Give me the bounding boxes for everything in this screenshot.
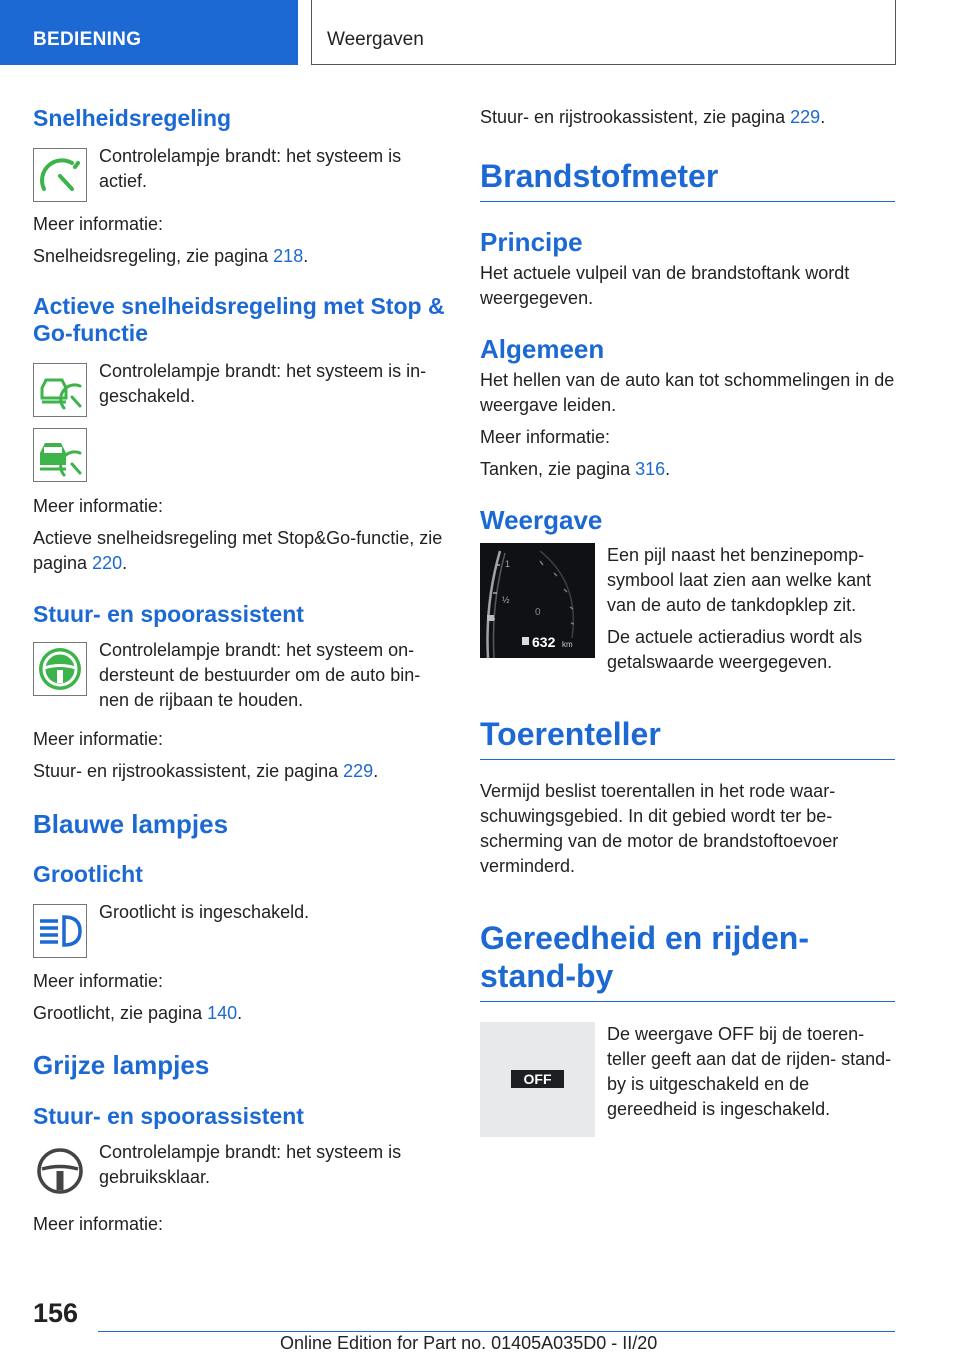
range-unit: km [562, 640, 573, 649]
heading-general: Algemeen [480, 334, 605, 364]
page-link[interactable]: 218 [273, 246, 304, 266]
page-link[interactable]: 229 [790, 107, 821, 127]
heading-fuel-gauge: Brandstofmeter [480, 157, 895, 202]
heading-grey-lamps: Grijze lampjes [33, 1050, 210, 1080]
acc-outline-icon [33, 363, 87, 417]
steering-indicator-row [33, 638, 446, 713]
chapter-title: Weergaven [311, 0, 896, 65]
fuel-display-row [480, 543, 895, 675]
steering-wheel-green-icon [33, 642, 87, 696]
reference-text: Tanken, zie pagina [480, 459, 636, 479]
steering-grey-indicator-row [33, 1140, 446, 1198]
heading-steering-assistant: Stuur- en spoorassistent [33, 601, 304, 627]
range-value: 632 [532, 634, 556, 650]
cruise-reference [33, 244, 446, 269]
cruise-indicator-row [33, 144, 446, 202]
acc-filled-icon [33, 428, 87, 482]
more-info-label: Meer informatie: [480, 427, 611, 447]
right-column [480, 100, 895, 1137]
highbeam-indicator-text: Grootlicht is ingeschakeld. [99, 902, 310, 922]
highbeam-indicator-row [33, 900, 446, 958]
acc-indicator-row-2 [33, 424, 446, 482]
page-link[interactable]: 316 [635, 459, 666, 479]
fuel-reference [480, 457, 895, 482]
general-text: Het hellen van de auto kan tot schommelingen in de weergave leiden. [480, 370, 895, 415]
more-info-label: Meer informatie: [33, 729, 164, 749]
fuel-scale-full: 1 [505, 559, 511, 569]
highbeam-reference [33, 1001, 446, 1026]
more-info-label: Meer informatie: [33, 1214, 164, 1234]
section-tab: BEDIENING [0, 0, 298, 65]
heading-tachometer: Toerenteller [480, 715, 895, 760]
punctuation: . [237, 1003, 243, 1023]
fuel-scale-half: ½ [502, 595, 510, 605]
punctuation: . [373, 761, 379, 781]
reference-text: Stuur- en rijstrookassistent, zie pagina [33, 761, 344, 781]
heading-principle: Principe [480, 227, 583, 257]
acc-indicator-row [33, 359, 446, 417]
ready-text: De weergave OFF bij de toeren- teller geeft aan dat de rijden- stand-by is uitgeschakeld en de gereedheid is ingeschakeld. [607, 1024, 892, 1119]
steering-reference [33, 759, 446, 784]
heading-cruise-control: Snelheidsregeling [33, 105, 232, 131]
acc-indicator-text: Controlelampje brandt: het systeem is in- geschakeld. [99, 361, 427, 406]
fuel-gauge-image [480, 543, 595, 658]
steering-reference-continued [480, 105, 895, 130]
principle-text: Het actuele vulpeil van de brandstoftank wordt weergegeven. [480, 263, 850, 308]
punctuation: . [122, 553, 128, 573]
reference-text: Grootlicht, zie pagina [33, 1003, 208, 1023]
punctuation: . [303, 246, 309, 266]
speed-scale-zero: 0 [535, 607, 541, 618]
page-link[interactable]: 229 [343, 761, 374, 781]
heading-steering-assistant-grey: Stuur- en spoorassistent [33, 1103, 304, 1129]
footer-divider [98, 1331, 895, 1332]
more-info-label: Meer informatie: [33, 214, 164, 234]
heading-high-beam: Grootlicht [33, 861, 143, 887]
high-beam-icon [33, 904, 87, 958]
steering-grey-indicator-text: Controlelampje brandt: het systeem is gebruiksklaar. [99, 1142, 402, 1187]
punctuation: . [820, 107, 826, 127]
page-link[interactable]: 140 [207, 1003, 238, 1023]
punctuation: . [665, 459, 671, 479]
heading-acc: Actieve snelheidsregeling met Stop & Go-functie [33, 293, 445, 346]
heading-ready-standby: Gereedheid en rijden- stand-by [480, 919, 895, 1002]
reference-text: Stuur- en rijstrookassistent, zie pagina [480, 107, 791, 127]
acc-reference [33, 526, 446, 576]
footer-edition: Online Edition for Part no. 01405A035D0 - II/20 [280, 1333, 658, 1353]
more-info-label: Meer informatie: [33, 971, 164, 991]
reference-text: Snelheidsregeling, zie pagina [33, 246, 274, 266]
off-display-image [480, 1022, 595, 1137]
page-number: 156 [33, 1298, 79, 1328]
heading-display: Weergave [480, 505, 603, 535]
reference-text: Actieve snelheidsregeling met Stop&Go-functie, zie pagina [33, 528, 443, 573]
display-text-range: De actuele actieradius wordt als getalswaarde weergegeven. [607, 627, 863, 672]
page-link[interactable]: 220 [92, 553, 123, 573]
left-column [33, 100, 446, 1237]
display-text-arrow: Een pijl naast het benzinepomp- symbool laat zien aan welke kant van de auto de tankdopklep zit. [607, 545, 872, 615]
cruise-indicator-text: Controlelampje brandt: het systeem is actief. [99, 146, 402, 191]
more-info-label: Meer informatie: [33, 496, 164, 516]
steering-indicator-text: Controlelampje brandt: het systeem on- dersteunt de bestuurder om de auto bin- nen de rijbaan te houden. [99, 640, 421, 710]
steering-wheel-grey-icon [33, 1144, 87, 1198]
off-label: OFF [523, 1071, 552, 1087]
tachometer-text: Vermijd beslist toerentallen in het rode waar- schuwingsgebied. In dit gebied wordt ter be- scherming van de motor de brandstoftoevoer verminderd. [480, 781, 839, 876]
ready-display-row [480, 1022, 895, 1137]
cruise-control-icon [33, 148, 87, 202]
heading-blue-lamps: Blauwe lampjes [33, 809, 229, 839]
